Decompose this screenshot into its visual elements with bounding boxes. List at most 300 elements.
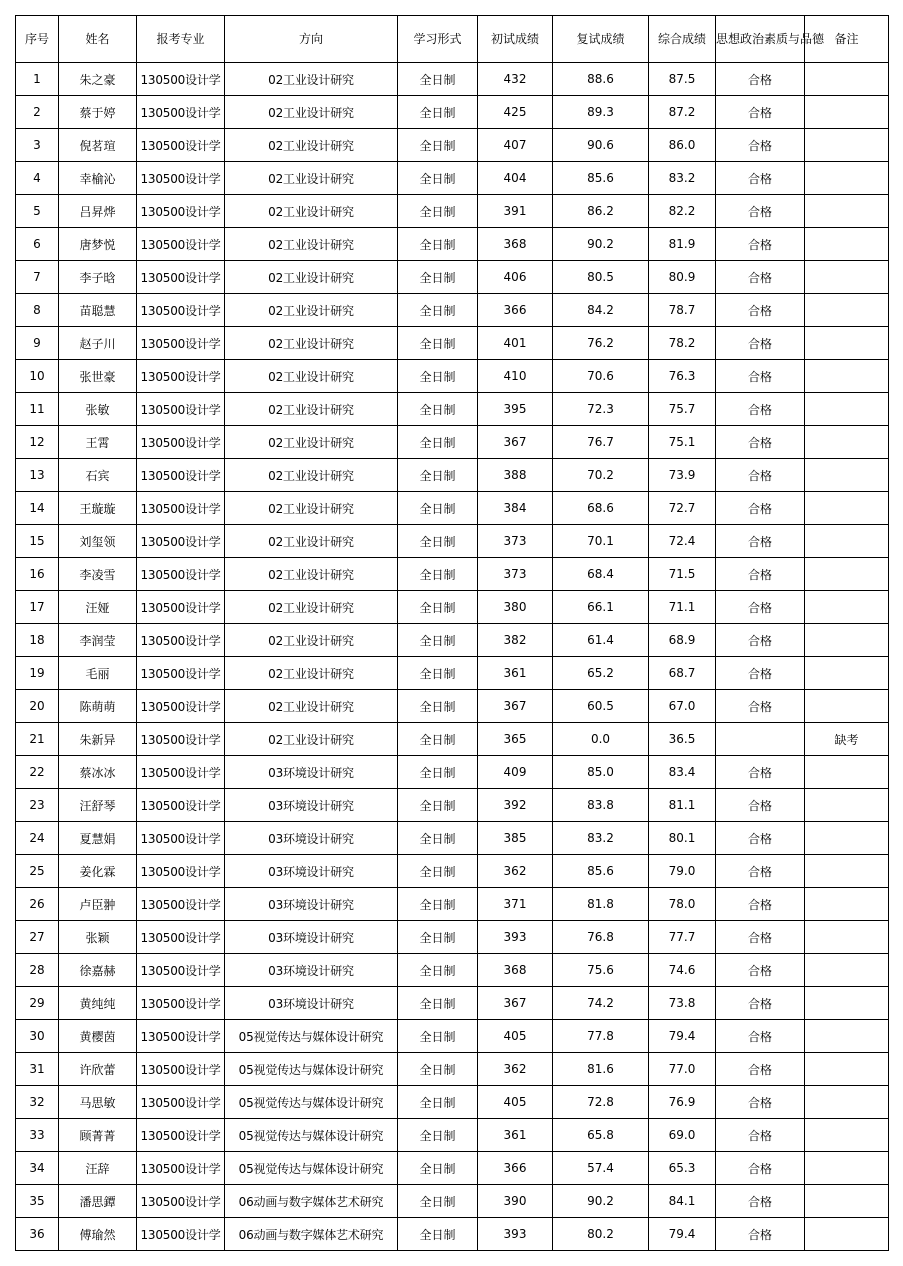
table-row	[16, 459, 889, 492]
cell-direction: 02工业设计研究	[225, 591, 398, 624]
cell-direction: 03环境设计研究	[225, 888, 398, 921]
cell-direction: 02工业设计研究	[225, 63, 398, 96]
cell-major: 130500设计学	[137, 228, 225, 261]
cell-name: 潘思鐔	[59, 1185, 137, 1218]
cell-total-score: 82.2	[649, 195, 716, 228]
cell-retest-score: 70.2	[553, 459, 649, 492]
cell-remark	[805, 129, 889, 162]
cell-political-quality: 合格	[716, 690, 805, 723]
cell-study-mode: 全日制	[398, 657, 478, 690]
cell-index: 5	[16, 195, 59, 228]
cell-initial-score: 361	[478, 657, 553, 690]
cell-remark	[805, 261, 889, 294]
cell-initial-score: 405	[478, 1020, 553, 1053]
cell-index: 21	[16, 723, 59, 756]
cell-index: 26	[16, 888, 59, 921]
cell-initial-score: 432	[478, 63, 553, 96]
cell-study-mode: 全日制	[398, 1185, 478, 1218]
cell-total-score: 86.0	[649, 129, 716, 162]
cell-study-mode: 全日制	[398, 1086, 478, 1119]
cell-direction: 02工业设计研究	[225, 228, 398, 261]
cell-initial-score: 380	[478, 591, 553, 624]
cell-name: 张敏	[59, 393, 137, 426]
cell-name: 顾菁菁	[59, 1119, 137, 1152]
cell-total-score: 36.5	[649, 723, 716, 756]
header-study-mode: 学习形式	[398, 16, 478, 63]
cell-study-mode: 全日制	[398, 789, 478, 822]
cell-index: 4	[16, 162, 59, 195]
cell-index: 30	[16, 1020, 59, 1053]
cell-major: 130500设计学	[137, 921, 225, 954]
cell-initial-score: 405	[478, 1086, 553, 1119]
cell-major: 130500设计学	[137, 591, 225, 624]
cell-retest-score: 0.0	[553, 723, 649, 756]
cell-retest-score: 72.3	[553, 393, 649, 426]
cell-total-score: 83.2	[649, 162, 716, 195]
cell-total-score: 68.7	[649, 657, 716, 690]
cell-index: 34	[16, 1152, 59, 1185]
cell-direction: 02工业设计研究	[225, 723, 398, 756]
cell-name: 陈萌萌	[59, 690, 137, 723]
cell-name: 傅瑜然	[59, 1218, 137, 1251]
table-row	[16, 789, 889, 822]
cell-political-quality: 合格	[716, 1218, 805, 1251]
cell-index: 8	[16, 294, 59, 327]
cell-remark	[805, 954, 889, 987]
table-row	[16, 954, 889, 987]
cell-study-mode: 全日制	[398, 129, 478, 162]
cell-total-score: 79.0	[649, 855, 716, 888]
cell-initial-score: 367	[478, 987, 553, 1020]
cell-major: 130500设计学	[137, 129, 225, 162]
cell-study-mode: 全日制	[398, 360, 478, 393]
cell-major: 130500设计学	[137, 1152, 225, 1185]
cell-remark	[805, 492, 889, 525]
cell-major: 130500设计学	[137, 1086, 225, 1119]
cell-retest-score: 84.2	[553, 294, 649, 327]
cell-remark	[805, 162, 889, 195]
cell-remark	[805, 921, 889, 954]
cell-major: 130500设计学	[137, 294, 225, 327]
cell-study-mode: 全日制	[398, 987, 478, 1020]
cell-political-quality: 合格	[716, 327, 805, 360]
cell-total-score: 83.4	[649, 756, 716, 789]
table-row	[16, 63, 889, 96]
cell-major: 130500设计学	[137, 954, 225, 987]
cell-direction: 02工业设计研究	[225, 690, 398, 723]
cell-remark	[805, 624, 889, 657]
cell-direction: 03环境设计研究	[225, 921, 398, 954]
cell-political-quality	[716, 723, 805, 756]
cell-name: 黄樱茵	[59, 1020, 137, 1053]
cell-study-mode: 全日制	[398, 756, 478, 789]
cell-name: 卢臣翀	[59, 888, 137, 921]
cell-total-score: 87.5	[649, 63, 716, 96]
cell-name: 徐嘉赫	[59, 954, 137, 987]
cell-name: 吕昇烨	[59, 195, 137, 228]
cell-direction: 06动画与数字媒体艺术研究	[225, 1218, 398, 1251]
cell-political-quality: 合格	[716, 393, 805, 426]
cell-major: 130500设计学	[137, 624, 225, 657]
table-row	[16, 756, 889, 789]
cell-name: 刘玺领	[59, 525, 137, 558]
table-row	[16, 1119, 889, 1152]
cell-retest-score: 81.8	[553, 888, 649, 921]
cell-name: 朱之豪	[59, 63, 137, 96]
cell-initial-score: 384	[478, 492, 553, 525]
cell-index: 24	[16, 822, 59, 855]
cell-direction: 02工业设计研究	[225, 294, 398, 327]
table-row	[16, 327, 889, 360]
cell-political-quality: 合格	[716, 1053, 805, 1086]
cell-political-quality: 合格	[716, 756, 805, 789]
cell-initial-score: 409	[478, 756, 553, 789]
cell-index: 32	[16, 1086, 59, 1119]
cell-retest-score: 61.4	[553, 624, 649, 657]
cell-initial-score: 385	[478, 822, 553, 855]
cell-total-score: 76.3	[649, 360, 716, 393]
cell-political-quality: 合格	[716, 63, 805, 96]
cell-index: 17	[16, 591, 59, 624]
cell-direction: 02工业设计研究	[225, 657, 398, 690]
cell-political-quality: 合格	[716, 96, 805, 129]
cell-remark	[805, 690, 889, 723]
cell-study-mode: 全日制	[398, 690, 478, 723]
cell-study-mode: 全日制	[398, 459, 478, 492]
cell-index: 28	[16, 954, 59, 987]
table-row	[16, 261, 889, 294]
cell-initial-score: 362	[478, 1053, 553, 1086]
cell-name: 黄纯纯	[59, 987, 137, 1020]
cell-retest-score: 60.5	[553, 690, 649, 723]
cell-study-mode: 全日制	[398, 855, 478, 888]
cell-total-score: 81.1	[649, 789, 716, 822]
cell-political-quality: 合格	[716, 426, 805, 459]
cell-index: 15	[16, 525, 59, 558]
cell-major: 130500设计学	[137, 525, 225, 558]
cell-total-score: 79.4	[649, 1218, 716, 1251]
cell-total-score: 72.7	[649, 492, 716, 525]
cell-name: 夏慧娟	[59, 822, 137, 855]
cell-remark	[805, 855, 889, 888]
table-row	[16, 921, 889, 954]
cell-initial-score: 366	[478, 294, 553, 327]
header-retest-score: 复试成绩	[553, 16, 649, 63]
cell-name: 王霄	[59, 426, 137, 459]
cell-direction: 03环境设计研究	[225, 756, 398, 789]
cell-retest-score: 83.8	[553, 789, 649, 822]
cell-study-mode: 全日制	[398, 921, 478, 954]
cell-retest-score: 66.1	[553, 591, 649, 624]
cell-study-mode: 全日制	[398, 96, 478, 129]
header-political-quality: 思想政治素质与品德	[716, 16, 805, 63]
cell-major: 130500设计学	[137, 657, 225, 690]
cell-initial-score: 368	[478, 228, 553, 261]
cell-name: 赵子川	[59, 327, 137, 360]
cell-total-score: 67.0	[649, 690, 716, 723]
cell-name: 李凌雪	[59, 558, 137, 591]
cell-political-quality: 合格	[716, 789, 805, 822]
cell-study-mode: 全日制	[398, 1218, 478, 1251]
table-row	[16, 393, 889, 426]
cell-initial-score: 373	[478, 525, 553, 558]
cell-name: 汪娅	[59, 591, 137, 624]
cell-retest-score: 85.6	[553, 855, 649, 888]
cell-initial-score: 365	[478, 723, 553, 756]
cell-political-quality: 合格	[716, 459, 805, 492]
table-row	[16, 1086, 889, 1119]
cell-direction: 03环境设计研究	[225, 822, 398, 855]
cell-remark	[805, 1086, 889, 1119]
cell-retest-score: 90.2	[553, 1185, 649, 1218]
cell-direction: 02工业设计研究	[225, 426, 398, 459]
cell-retest-score: 70.6	[553, 360, 649, 393]
cell-study-mode: 全日制	[398, 1020, 478, 1053]
cell-major: 130500设计学	[137, 360, 225, 393]
cell-index: 12	[16, 426, 59, 459]
cell-retest-score: 85.0	[553, 756, 649, 789]
cell-remark	[805, 558, 889, 591]
cell-remark	[805, 63, 889, 96]
cell-study-mode: 全日制	[398, 525, 478, 558]
cell-political-quality: 合格	[716, 591, 805, 624]
cell-direction: 02工业设计研究	[225, 393, 398, 426]
cell-name: 马思敏	[59, 1086, 137, 1119]
cell-study-mode: 全日制	[398, 393, 478, 426]
cell-index: 35	[16, 1185, 59, 1218]
cell-name: 蔡于婷	[59, 96, 137, 129]
cell-direction: 05视觉传达与媒体设计研究	[225, 1020, 398, 1053]
cell-political-quality: 合格	[716, 525, 805, 558]
cell-major: 130500设计学	[137, 1053, 225, 1086]
cell-total-score: 80.1	[649, 822, 716, 855]
cell-retest-score: 80.5	[553, 261, 649, 294]
cell-name: 幸榆沁	[59, 162, 137, 195]
cell-name: 毛丽	[59, 657, 137, 690]
cell-index: 2	[16, 96, 59, 129]
cell-name: 张颖	[59, 921, 137, 954]
cell-retest-score: 65.8	[553, 1119, 649, 1152]
cell-index: 16	[16, 558, 59, 591]
cell-study-mode: 全日制	[398, 1119, 478, 1152]
cell-initial-score: 404	[478, 162, 553, 195]
cell-political-quality: 合格	[716, 987, 805, 1020]
cell-remark	[805, 360, 889, 393]
cell-retest-score: 89.3	[553, 96, 649, 129]
cell-total-score: 81.9	[649, 228, 716, 261]
cell-major: 130500设计学	[137, 426, 225, 459]
table-row	[16, 657, 889, 690]
cell-direction: 02工业设计研究	[225, 327, 398, 360]
cell-retest-score: 90.2	[553, 228, 649, 261]
cell-index: 11	[16, 393, 59, 426]
table-row	[16, 426, 889, 459]
cell-total-score: 75.7	[649, 393, 716, 426]
cell-study-mode: 全日制	[398, 327, 478, 360]
cell-name: 朱新异	[59, 723, 137, 756]
cell-political-quality: 合格	[716, 261, 805, 294]
cell-name: 许欣蕾	[59, 1053, 137, 1086]
cell-retest-score: 86.2	[553, 195, 649, 228]
cell-remark	[805, 459, 889, 492]
cell-initial-score: 393	[478, 921, 553, 954]
cell-study-mode: 全日制	[398, 624, 478, 657]
header-major: 报考专业	[137, 16, 225, 63]
cell-political-quality: 合格	[716, 1020, 805, 1053]
cell-index: 7	[16, 261, 59, 294]
cell-remark	[805, 195, 889, 228]
cell-study-mode: 全日制	[398, 591, 478, 624]
cell-initial-score: 373	[478, 558, 553, 591]
cell-remark	[805, 591, 889, 624]
cell-retest-score: 76.8	[553, 921, 649, 954]
cell-retest-score: 80.2	[553, 1218, 649, 1251]
cell-initial-score: 371	[478, 888, 553, 921]
cell-retest-score: 68.4	[553, 558, 649, 591]
cell-remark	[805, 888, 889, 921]
cell-name: 苗聪慧	[59, 294, 137, 327]
cell-political-quality: 合格	[716, 492, 805, 525]
cell-index: 29	[16, 987, 59, 1020]
cell-direction: 06动画与数字媒体艺术研究	[225, 1185, 398, 1218]
cell-study-mode: 全日制	[398, 261, 478, 294]
table-row	[16, 360, 889, 393]
header-index: 序号	[16, 16, 59, 63]
cell-index: 25	[16, 855, 59, 888]
table-row	[16, 690, 889, 723]
cell-initial-score: 410	[478, 360, 553, 393]
cell-political-quality: 合格	[716, 1185, 805, 1218]
table-row	[16, 987, 889, 1020]
cell-political-quality: 合格	[716, 228, 805, 261]
cell-remark	[805, 96, 889, 129]
table-row	[16, 723, 889, 756]
header-name: 姓名	[59, 16, 137, 63]
cell-study-mode: 全日制	[398, 228, 478, 261]
cell-total-score: 77.7	[649, 921, 716, 954]
cell-total-score: 74.6	[649, 954, 716, 987]
cell-study-mode: 全日制	[398, 492, 478, 525]
cell-retest-score: 90.6	[553, 129, 649, 162]
cell-retest-score: 83.2	[553, 822, 649, 855]
cell-total-score: 79.4	[649, 1020, 716, 1053]
cell-remark	[805, 1185, 889, 1218]
table-row	[16, 96, 889, 129]
cell-major: 130500设计学	[137, 96, 225, 129]
cell-name: 蔡冰冰	[59, 756, 137, 789]
table-row	[16, 888, 889, 921]
cell-total-score: 69.0	[649, 1119, 716, 1152]
cell-name: 姜化霖	[59, 855, 137, 888]
cell-index: 22	[16, 756, 59, 789]
cell-direction: 05视觉传达与媒体设计研究	[225, 1119, 398, 1152]
cell-total-score: 76.9	[649, 1086, 716, 1119]
header-total-score: 综合成绩	[649, 16, 716, 63]
cell-direction: 03环境设计研究	[225, 987, 398, 1020]
table-row	[16, 162, 889, 195]
cell-remark	[805, 1152, 889, 1185]
cell-political-quality: 合格	[716, 855, 805, 888]
cell-major: 130500设计学	[137, 987, 225, 1020]
cell-retest-score: 81.6	[553, 1053, 649, 1086]
header-initial-score: 初试成绩	[478, 16, 553, 63]
cell-initial-score: 425	[478, 96, 553, 129]
table-row	[16, 492, 889, 525]
cell-study-mode: 全日制	[398, 195, 478, 228]
cell-remark	[805, 1218, 889, 1251]
cell-retest-score: 85.6	[553, 162, 649, 195]
cell-political-quality: 合格	[716, 822, 805, 855]
cell-study-mode: 全日制	[398, 1152, 478, 1185]
cell-total-score: 78.7	[649, 294, 716, 327]
cell-index: 23	[16, 789, 59, 822]
cell-index: 3	[16, 129, 59, 162]
cell-remark	[805, 525, 889, 558]
cell-remark	[805, 822, 889, 855]
cell-remark	[805, 294, 889, 327]
cell-index: 36	[16, 1218, 59, 1251]
cell-major: 130500设计学	[137, 492, 225, 525]
cell-initial-score: 391	[478, 195, 553, 228]
cell-retest-score: 88.6	[553, 63, 649, 96]
cell-major: 130500设计学	[137, 723, 225, 756]
cell-index: 27	[16, 921, 59, 954]
cell-direction: 02工业设计研究	[225, 360, 398, 393]
cell-major: 130500设计学	[137, 393, 225, 426]
cell-major: 130500设计学	[137, 1119, 225, 1152]
cell-initial-score: 362	[478, 855, 553, 888]
cell-total-score: 75.1	[649, 426, 716, 459]
cell-retest-score: 72.8	[553, 1086, 649, 1119]
cell-name: 汪舒琴	[59, 789, 137, 822]
cell-retest-score: 77.8	[553, 1020, 649, 1053]
cell-major: 130500设计学	[137, 888, 225, 921]
cell-total-score: 80.9	[649, 261, 716, 294]
table-row	[16, 558, 889, 591]
admission-results-table	[15, 15, 889, 1251]
cell-initial-score: 382	[478, 624, 553, 657]
cell-study-mode: 全日制	[398, 954, 478, 987]
cell-total-score: 84.1	[649, 1185, 716, 1218]
cell-remark	[805, 228, 889, 261]
cell-initial-score: 406	[478, 261, 553, 294]
cell-direction: 05视觉传达与媒体设计研究	[225, 1086, 398, 1119]
cell-initial-score: 393	[478, 1218, 553, 1251]
cell-total-score: 71.1	[649, 591, 716, 624]
cell-political-quality: 合格	[716, 195, 805, 228]
table-row	[16, 591, 889, 624]
cell-index: 18	[16, 624, 59, 657]
cell-study-mode: 全日制	[398, 822, 478, 855]
table-row	[16, 1152, 889, 1185]
cell-initial-score: 366	[478, 1152, 553, 1185]
table-row	[16, 1218, 889, 1251]
cell-major: 130500设计学	[137, 690, 225, 723]
cell-total-score: 77.0	[649, 1053, 716, 1086]
cell-index: 14	[16, 492, 59, 525]
cell-initial-score: 390	[478, 1185, 553, 1218]
cell-remark	[805, 987, 889, 1020]
cell-direction: 03环境设计研究	[225, 789, 398, 822]
cell-retest-score: 70.1	[553, 525, 649, 558]
cell-initial-score: 401	[478, 327, 553, 360]
cell-political-quality: 合格	[716, 1152, 805, 1185]
cell-retest-score: 76.7	[553, 426, 649, 459]
cell-total-score: 78.0	[649, 888, 716, 921]
cell-major: 130500设计学	[137, 261, 225, 294]
cell-major: 130500设计学	[137, 756, 225, 789]
cell-major: 130500设计学	[137, 789, 225, 822]
